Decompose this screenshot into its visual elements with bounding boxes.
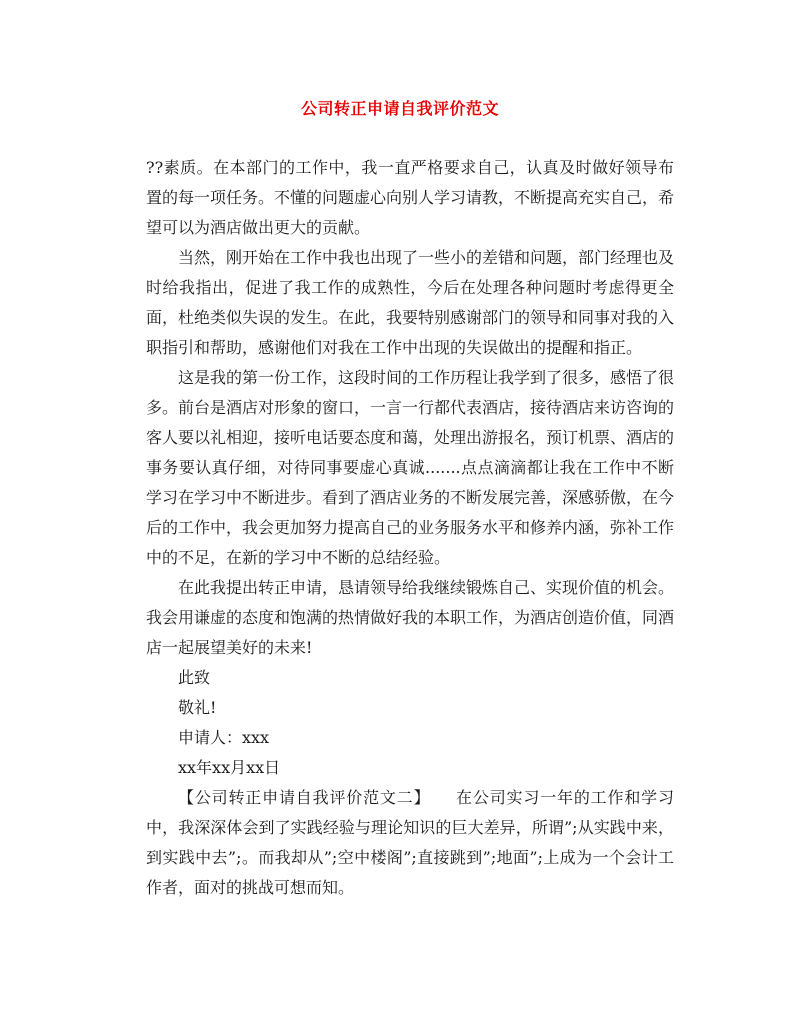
paragraph-second-sample: 【公司转正申请自我评价范文二】 在公司实习一年的工作和学习中，我深深体会到了实践经验与理论知识的巨大差异，所谓”;从实践中来，到实践中去”;。而我却从”;空中楼阁”;直接跳到”;地面”;上成为一个会计工作者，面对的挑战可想而知。: [146, 788, 674, 897]
paragraph-1: ??素质。在本部门的工作中，我一直严格要求自己，认真及时做好领导布置的每一项任务。不懂的问题虚心向别人学习请教，不断提高充实自己，希望可以为酒店做出更大的贡献。: [146, 158, 675, 237]
document-body: [146, 153, 674, 903]
applicant-line: 申请人：xxx: [178, 728, 270, 747]
closing-line: 此致: [178, 668, 211, 687]
paragraph-2: 当然，刚开始在工作中我也出现了一些小的差错和问题，部门经理也及时给我指出，促进了我工作的成熟性，今后在处理各种问题时考虑得更全面，杜绝类似失误的发生。在此，我要特别感谢部门的领导和同事对我的入职指引和帮助，感谢他们对我在工作中出现的失误做出的提醒和指正。: [146, 248, 675, 357]
document-title: 公司转正申请自我评价范文: [300, 99, 499, 118]
paragraph-3: 这是我的第一份工作，这段时间的工作历程让我学到了很多，感悟了很多。前台是酒店对形象的窗口，一言一行都代表酒店，接待酒店来访咨询的客人要以礼相迎，接听电话要态度和蔼，处理出游报名，预订机票、酒店的事务要认真仔细，对待同事要虚心真诚.......点点滴滴都让我在工作中不断学习在学习中不断进步。看到了酒店业务的不断发展完善，深感骄傲，在今后的工作中，我会更加努力提高自己的业务服务水平和修养内涵，弥补工作中的不足，在新的学习中不断的总结经验。: [146, 368, 675, 567]
salute-line: 敬礼!: [178, 698, 217, 717]
date-line: xx年xx月xx日: [178, 758, 281, 777]
paragraph-4: 在此我提出转正申请，恳请领导给我继续锻炼自己、实现价值的机会。我会用谦虚的态度和饱满的热情做好我的本职工作，为酒店创造价值，同酒店一起展望美好的未来!: [146, 578, 675, 657]
